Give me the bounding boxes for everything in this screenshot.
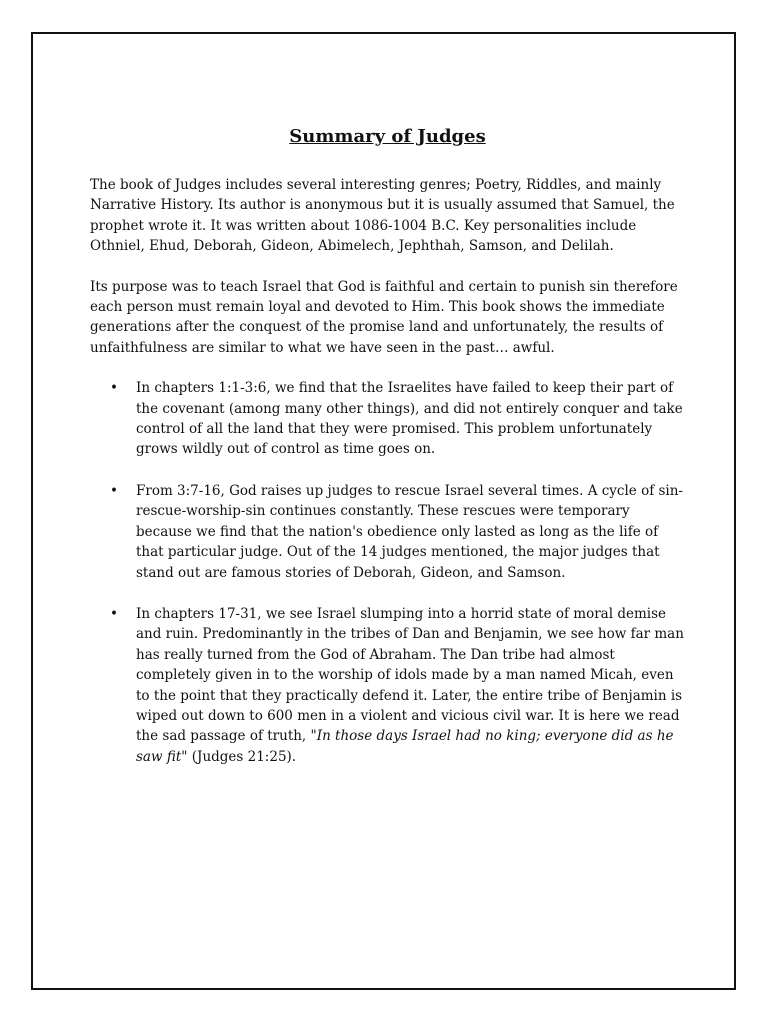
list-item-text: In chapters 1:1-3:6, we find that the Israelites have failed to keep their part of the covenant (among many other things), and did not entirely conquer and take control of all the land that they were promised. This problem unfortunately grows wildly out of control as time goes on. [136, 380, 683, 458]
list-item [90, 378, 685, 460]
list-item-text: In chapters 17-31, we see Israel slumping into a horrid state of moral demise and ruin. Predominantly in the tribes of Dan and Benjamin, we see how far man has really turned from the God of Abraham. The Dan tribe had almost completely given in to the worship of idols made by a man named Micah, even to the point that they practically defend it. Later, the entire tribe of Benjamin is wiped out down to 600 men in a violent and vicious civil war. It is here we read the sad passage of truth, [136, 605, 684, 745]
intro-paragraph: The book of Judges includes several interesting genres; Poetry, Riddles, and mainly Narrative History. Its author is anonymous but it is usually assumed that Samuel, the prophet wrote it. It was written about 1086-1004 B.C. Key personalities include Othniel, Ehud, Deborah, Gideon, Abimelech, Jephthah, Samson, and Delilah. [90, 177, 675, 255]
bullet-list [90, 378, 685, 767]
bullet-icon: • [110, 482, 118, 499]
list-item-text: From 3:7-16, God raises up judges to rescue Israel several times. A cycle of sin-rescue-worship-sin continues constantly. These rescues were temporary because we find that the nation's obedience only lasted as long as the life of that particular judge. Out of the 14 judges mentioned, the major judges that stand out are famous stories of Deborah, Gideon, and Samson. [136, 482, 683, 581]
page-title: Summary of Judges [289, 126, 486, 147]
list-item [90, 481, 685, 583]
document-body [90, 118, 685, 788]
scripture-quote: "In those days Israel had no king; everyone did as he saw fit" [136, 728, 674, 765]
purpose-paragraph: Its purpose was to teach Israel that God is faithful and certain to punish sin therefore each person must remain loyal and devoted to Him. This book shows the immediate generations after the conquest of the promise land and unfortunately, the results of unfaithfulness are similar to what we have seen in the past… awful. [90, 278, 678, 356]
list-item [90, 604, 685, 767]
bullet-icon: • [110, 605, 118, 622]
scripture-citation: (Judges 21:25). [187, 748, 297, 765]
bullet-icon: • [110, 380, 118, 397]
